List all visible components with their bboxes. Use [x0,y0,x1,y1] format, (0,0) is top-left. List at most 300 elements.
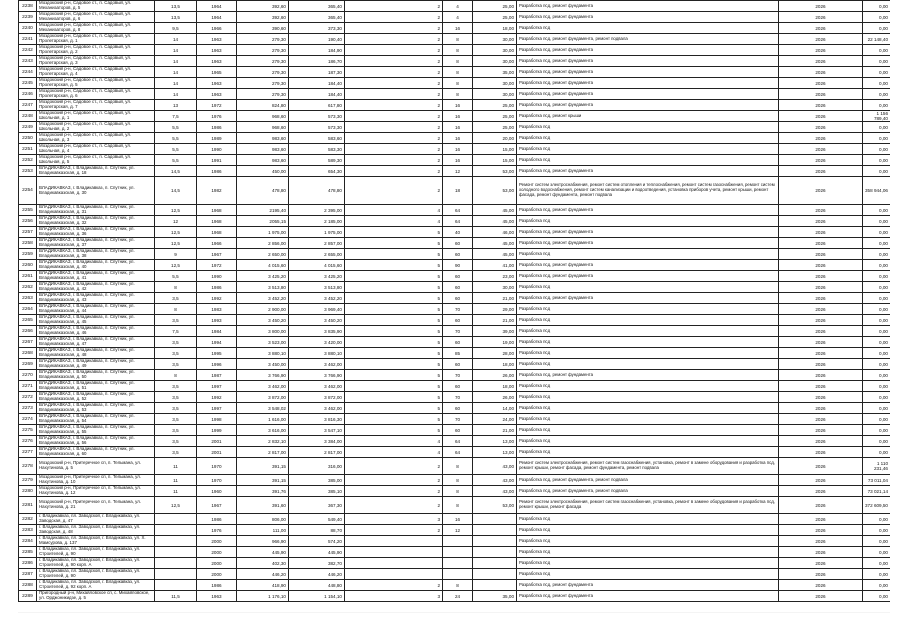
table-row [19,580,891,591]
cell-p: 29,00 [473,304,517,315]
cell-s1: 2195,40 [237,205,289,216]
cell-year: 2001 [197,447,237,458]
cell-fl: 2 [345,89,443,100]
cell-amt: 0,00 [863,514,891,525]
table-row [19,111,891,122]
cell-p: 30,00 [473,56,517,67]
cell-p [473,569,517,580]
cell-en: 16 [443,514,473,525]
cell-en: 16 [443,122,473,133]
cell-y: 2026 [779,315,863,326]
cell-works: Разработка псд, ремонт фундамента [517,166,779,177]
cell-n: 2283 [19,525,37,536]
cell-s2: 583,60 [289,133,345,144]
cell-n: 2262 [19,282,37,293]
cell-s1: 2 856,00 [237,238,289,249]
cell-s2: 478,80 [289,177,345,205]
cell-works: Разработка псд, ремонт фундамента [517,67,779,78]
cell-addr: ВЛАДИКАВКАЗ, г. Владикавказ, п. Спутник, ул. Владикавказская, д. 49 [37,359,155,370]
cell-d1 [155,536,197,547]
cell-y: 2026 [779,591,863,602]
cell-works: Разработка псд, ремонт фундамента [517,205,779,216]
cell-n: 2267 [19,337,37,348]
cell-en: 8 [443,45,473,56]
cell-year: 2000 [197,536,237,547]
cell-addr: ВЛАДИКАВКАЗ, г. Владикавказ, п. Спутник, ул. Владикавказская, д. 36 [37,227,155,238]
cell-works: Разработка псд [517,249,779,260]
cell-s1: 2 650,00 [237,249,289,260]
cell-y: 2026 [779,436,863,447]
cell-amt: 1 110 231,46 [863,458,891,475]
cell-d1: 3,5 [155,425,197,436]
cell-fl: 4 [345,216,443,227]
cell-n: 2266 [19,326,37,337]
cell-year: 1972 [197,100,237,111]
cell-d1: 3,5 [155,414,197,425]
cell-fl: 2 [345,497,443,514]
cell-en: 70 [443,414,473,425]
cell-fl: 5 [345,359,443,370]
cell-addr: ВЛАДИКАВКАЗ, г. Владикавказ, п. Спутник, ул. Владикавказская, д. 56 [37,436,155,447]
cell-s1: 968,60 [237,111,289,122]
cell-year: 1963 [197,34,237,45]
cell-fl: 5 [345,381,443,392]
cell-s2: 367,30 [289,497,345,514]
cell-en [443,536,473,547]
table-row [19,558,891,569]
cell-s1: 279,30 [237,56,289,67]
cell-s1: 983,60 [237,155,289,166]
cell-works: Разработка псд [517,414,779,425]
cell-addr: ВЛАДИКАВКАЗ, г. Владикавказ, п. Спутник, ул. Владикавказская, д. 43 [37,293,155,304]
cell-p: 45,00 [473,238,517,249]
cell-n: 2241 [19,34,37,45]
cell-y: 2026 [779,475,863,486]
cell-p: 30,00 [473,34,517,45]
cell-d1: 14 [155,56,197,67]
table-row [19,547,891,558]
cell-y: 2026 [779,569,863,580]
cell-s2: 573,30 [289,122,345,133]
cell-s2: 365,40 [289,12,345,23]
cell-p: 45,00 [473,205,517,216]
cell-p: 53,00 [473,497,517,514]
table-row [19,260,891,271]
cell-d1 [155,569,197,580]
cell-y: 2026 [779,111,863,122]
table-row [19,436,891,447]
cell-amt: 372 609,50 [863,497,891,514]
cell-en: 60 [443,271,473,282]
cell-s2: 445,90 [289,547,345,558]
table-row [19,425,891,436]
cell-works: Разработка псд [517,359,779,370]
cell-s2: 3 384,00 [289,436,345,447]
cell-p: 18,00 [473,381,517,392]
cell-d1: 12,5 [155,205,197,216]
table-row [19,392,891,403]
cell-en: 64 [443,216,473,227]
cell-fl: 2 [345,475,443,486]
cell-s2: 448,80 [289,580,345,591]
cell-works: Разработка псд [517,348,779,359]
cell-works: Разработка псд, ремонт фундамента [517,227,779,238]
cell-addr: Моздокский р-н, Садовое ст., п. Садовый, ул. Пролетарская, д. 5 [37,78,155,89]
cell-n: 2261 [19,271,37,282]
cell-works: Разработка псд, ремонт фундамента [517,100,779,111]
cell-d1: 7,5 [155,326,197,337]
cell-en: 64 [443,205,473,216]
cell-y: 2026 [779,12,863,23]
cell-d1: 3,5 [155,293,197,304]
table-row [19,591,891,602]
table-row [19,304,891,315]
cell-fl: 2 [345,580,443,591]
table-row [19,56,891,67]
table-row [19,282,891,293]
cell-p: 21,00 [473,425,517,436]
cell-s1: 2055,15 [237,216,289,227]
cell-amt: 0,00 [863,348,891,359]
cell-amt: 0,00 [863,315,891,326]
cell-n: 2278 [19,458,37,475]
cell-d1: 14 [155,89,197,100]
cell-year: 1984 [197,326,237,337]
cell-addr: Моздокский р-н, Притеречное сп, п. Тельмана, ул. Нахутинова, д. 12 [37,486,155,497]
table-row [19,216,891,227]
table-row [19,177,891,205]
cell-y: 2026 [779,166,863,177]
cell-y: 2026 [779,403,863,414]
cell-fl: 2 [345,155,443,166]
cell-en: 8 [443,56,473,67]
cell-addr: г. Владикавказ, пл. Заводской, г. Владикавказ, ул. Заводская, д. 48 [37,525,155,536]
cell-p: 46,00 [473,227,517,238]
cell-d1: 12 [155,216,197,227]
cell-addr: Моздокский р-н, Садовое ст., п. Садовый, ул. Школьная, д. 3 [37,133,155,144]
cell-s1: 390,60 [237,23,289,34]
cell-amt: 0,00 [863,166,891,177]
cell-p: 30,00 [473,78,517,89]
cell-fl: 2 [345,34,443,45]
cell-d1 [155,558,197,569]
cell-addr: ВЛАДИКАВКАЗ, г. Владикавказ, п. Спутник, ул. Владикавказская, д. 53 [37,403,155,414]
cell-n: 2271 [19,381,37,392]
cell-d1: 5,5 [155,144,197,155]
cell-p: 13,00 [473,447,517,458]
cell-addr: г. Владикавказ, пл. Заводской, г. Владикавказ, ул. Строителей, д. 92 корп. А [37,580,155,591]
cell-fl: 2 [345,111,443,122]
cell-fl: 2 [345,12,443,23]
cell-year: 1970 [197,458,237,475]
cell-amt: 0,00 [863,155,891,166]
table-row [19,34,891,45]
cell-amt: 0,00 [863,144,891,155]
cell-s1: 402,30 [237,558,289,569]
cell-s2: 190,40 [289,34,345,45]
cell-addr: Моздокский р-н, Садовое ст., п. Садовый, ул. Пролетарская, д. 1 [37,34,155,45]
table-row [19,271,891,282]
cell-s1: 111,00 [237,525,289,536]
cell-addr: ВЛАДИКАВКАЗ, г. Владикавказ, п. Спутник, ул. Владикавказская, д. 46 [37,326,155,337]
cell-s2: 2 857,00 [289,238,345,249]
cell-works: Разработка псд [517,425,779,436]
cell-works: Разработка псд, ремонт фундамента [517,89,779,100]
cell-amt: 0,00 [863,45,891,56]
cell-s2: 186,70 [289,56,345,67]
cell-n: 2270 [19,370,37,381]
cell-fl: 2 [345,1,443,12]
cell-en: 8 [443,34,473,45]
cell-d1: 5,5 [155,133,197,144]
cell-amt: 0,00 [863,78,891,89]
table-row [19,12,891,23]
cell-s1: 279,30 [237,78,289,89]
cell-amt: 0,00 [863,425,891,436]
cell-s1: 3 880,10 [237,348,289,359]
cell-amt: 0,00 [863,381,891,392]
cell-n: 2280 [19,486,37,497]
cell-year: 1967 [197,249,237,260]
cell-amt: 0,00 [863,392,891,403]
cell-p: 21,00 [473,293,517,304]
cell-year: 1999 [197,425,237,436]
cell-year: 1976 [197,111,237,122]
cell-works: Разработка псд [517,514,779,525]
cell-s2: 583,30 [289,144,345,155]
cell-works: Разработка псд, ремонт фундамента, ремонт подвала [517,34,779,45]
cell-year: 1972 [197,260,237,271]
cell-addr: ВЛАДИКАВКАЗ, г. Владикавказ, п. Спутник, ул. Владикавказская, д. 44 [37,304,155,315]
cell-s1: 3 452,20 [237,293,289,304]
cell-works: Разработка псд [517,436,779,447]
cell-en: 8 [443,497,473,514]
cell-fl [345,536,443,547]
cell-year: 1996 [197,359,237,370]
cell-n: 2257 [19,227,37,238]
cell-addr: Моздокский р-н, Садовое ст., п. Садовый, ул. Пролетарская, д. 2 [37,45,155,56]
cell-s2: 3 425,20 [289,271,345,282]
table-row [19,497,891,514]
cell-amt: 0,00 [863,558,891,569]
cell-amt: 0,00 [863,326,891,337]
cell-year: 1986 [197,580,237,591]
cell-works: Разработка псд, ремонт фундамента [517,45,779,56]
cell-en: 16 [443,23,473,34]
cell-d1: 3,5 [155,447,197,458]
cell-s1: 392,60 [237,1,289,12]
table-row [19,23,891,34]
cell-year: 1992 [197,293,237,304]
cell-amt: 0,00 [863,100,891,111]
cell-n: 2281 [19,497,37,514]
cell-fl: 5 [345,414,443,425]
cell-y: 2026 [779,205,863,216]
cell-d1: 13 [155,100,197,111]
cell-works: Разработка псд, ремонт фундамента [517,293,779,304]
cell-s2: 373,30 [289,23,345,34]
cell-addr: ВЛАДИКАВКАЗ, г. Владикавказ, п. Спутник, ул. Владикавказская, д. 47 [37,337,155,348]
cell-addr: Моздокский р-н, Притеречное сп, п. Тельмана, ул. Нахутинова, д. 21 [37,497,155,514]
cell-amt: 0,00 [863,293,891,304]
cell-en: 8 [443,580,473,591]
cell-works: Разработка псд [517,326,779,337]
cell-en: 4 [443,1,473,12]
cell-s2: 382,70 [289,558,345,569]
cell-d1: 5,5 [155,271,197,282]
cell-n: 2247 [19,100,37,111]
cell-addr: ВЛАДИКАВКАЗ, г. Владикавказ, п. Спутник, ул. Владикавказская, д. 37 [37,238,155,249]
cell-fl: 2 [345,525,443,536]
cell-amt: 0,00 [863,337,891,348]
cell-n: 2260 [19,260,37,271]
cell-en: 8 [443,89,473,100]
cell-addr: Пригородный р-н, Михайловское сп, с. Михайловское, ул. Орджоникидзе, д. 5 [37,591,155,602]
cell-s2: 3 766,90 [289,370,345,381]
cell-en: 60 [443,359,473,370]
cell-d1: 3,5 [155,392,197,403]
cell-addr: ВЛАДИКАВКАЗ, г. Владикавказ, п. Спутник, ул. Владикавказская, д. 55 [37,425,155,436]
cell-fl: 4 [345,436,443,447]
cell-fl: 2 [345,144,443,155]
cell-s2: 1 975,00 [289,227,345,238]
cell-addr: Моздокский р-н, Притеречное сп, п. Тельмана, ул. Нахутинова, д. 5 [37,458,155,475]
cell-p: 25,00 [473,122,517,133]
cell-d1: 14 [155,78,197,89]
cell-y: 2026 [779,282,863,293]
cell-s1: 966,90 [237,536,289,547]
cell-amt: 0,00 [863,414,891,425]
cell-d1: 8 [155,370,197,381]
cell-addr: Моздокский р-н, Притеречное сп, п. Тельмана, ул. Нахутинова, д. 10 [37,475,155,486]
cell-amt: 0,00 [863,89,891,100]
cell-addr: ВЛАДИКАВКАЗ, г. Владикавказ, п. Спутник, ул. Владикавказская, д. 40 [37,260,155,271]
cell-d1: 14 [155,45,197,56]
cell-amt: 0,00 [863,569,891,580]
cell-s2: 2 395,00 [289,205,345,216]
cell-y: 2026 [779,580,863,591]
cell-n: 2258 [19,238,37,249]
cell-y: 2026 [779,536,863,547]
cell-p: 45,00 [473,216,517,227]
cell-addr: ВЛАДИКАВКАЗ, г. Владикавказ, п. Спутник, ул. Владикавказская, д. 30 [37,177,155,205]
table-row [19,100,891,111]
cell-d1: 7,5 [155,111,197,122]
cell-works: Разработка псд [517,569,779,580]
cell-n: 2275 [19,425,37,436]
cell-s2: 589,30 [289,155,345,166]
table-row [19,525,891,536]
table-row [19,403,891,414]
cell-en: 60 [443,238,473,249]
cell-s1: 445,90 [237,547,289,558]
cell-en: 4 [443,12,473,23]
cell-d1: 3,5 [155,315,197,326]
cell-en: 85 [443,348,473,359]
cell-works: Разработка псд [517,381,779,392]
cell-s1: 279,30 [237,67,289,78]
cell-fl: 2 [345,67,443,78]
cell-p: 25,00 [473,12,517,23]
cell-s1: 3 616,00 [237,425,289,436]
cell-p: 53,00 [473,177,517,205]
cell-fl: 2 [345,166,443,177]
cell-s2: 3 872,00 [289,392,345,403]
cell-y: 2026 [779,392,863,403]
cell-d1: 3,5 [155,436,197,447]
cell-s1: 391,15 [237,458,289,475]
cell-n: 2268 [19,348,37,359]
cell-s2: 1 154,10 [289,591,345,602]
cell-d1: 3,5 [155,337,197,348]
cell-addr: г. Владикавказ, пл. Заводской, г. Владикавказ, ул. Строителей, д. 90 [37,547,155,558]
cell-y: 2026 [779,486,863,497]
cell-year: 1964 [197,12,237,23]
cell-amt: 0,00 [863,591,891,602]
cell-year: 1966 [197,23,237,34]
scan-artifact-line [18,612,890,613]
cell-y: 2026 [779,558,863,569]
cell-en: 16 [443,111,473,122]
cell-fl: 2 [345,486,443,497]
cell-s2: 446,20 [289,569,345,580]
cell-en: 60 [443,282,473,293]
cell-works: Ремонт систем электроснабжения, ремонт систем отопления и теплоснабжения, ремонт систем газоснабжения, ремонт систем холодного водоснабжения, ремонт систем канализации и водоотведения, установка приборов учета, ремонт крыши, ремонт фасада, ремонт фундамента, ремонт подвала [517,177,779,205]
table-row [19,381,891,392]
cell-s1: 3 523,00 [237,337,289,348]
cell-s1: 1 616,00 [237,414,289,425]
cell-year: 1986 [197,282,237,293]
cell-d1: 14,5 [155,166,197,177]
cell-n: 2252 [19,155,37,166]
cell-works: Разработка псд, ремонт фундамента [517,591,779,602]
cell-s2: 184,40 [289,89,345,100]
cell-p: 43,00 [473,475,517,486]
cell-p: 39,00 [473,326,517,337]
cell-p [473,536,517,547]
cell-s2: 88,70 [289,525,345,536]
cell-p: 15,00 [473,155,517,166]
cell-en: 70 [443,304,473,315]
cell-fl [345,547,443,558]
cell-fl: 5 [345,260,443,271]
cell-addr: Моздокский р-н, Садовое ст., п. Садовый, ул. Пролетарская, д. 6 [37,89,155,100]
table-row [19,78,891,89]
cell-works: Разработка псд [517,558,779,569]
cell-addr: г. Владикавказ, пл. Заводской, г. Владикавказ, ул. Строителей, д. 90 корп. А [37,558,155,569]
table-row [19,486,891,497]
cell-en [443,569,473,580]
cell-y: 2026 [779,260,863,271]
cell-n: 2277 [19,447,37,458]
cell-n: 2282 [19,514,37,525]
cell-n: 2256 [19,216,37,227]
cell-y: 2026 [779,348,863,359]
cell-p: 30,00 [473,282,517,293]
cell-amt: 0,00 [863,447,891,458]
cell-s1: 391,60 [237,497,289,514]
cell-d1: 5,5 [155,155,197,166]
cell-year: 1986 [197,514,237,525]
cell-works: Разработка псд, ремонт фундамента [517,370,779,381]
cell-works: Разработка псд [517,403,779,414]
cell-n: 2243 [19,56,37,67]
cell-en: 40 [443,227,473,238]
cell-n: 2245 [19,78,37,89]
cell-en: 90 [443,260,473,271]
cell-works: Разработка псд, ремонт крыши [517,111,779,122]
cell-fl: 2 [345,78,443,89]
